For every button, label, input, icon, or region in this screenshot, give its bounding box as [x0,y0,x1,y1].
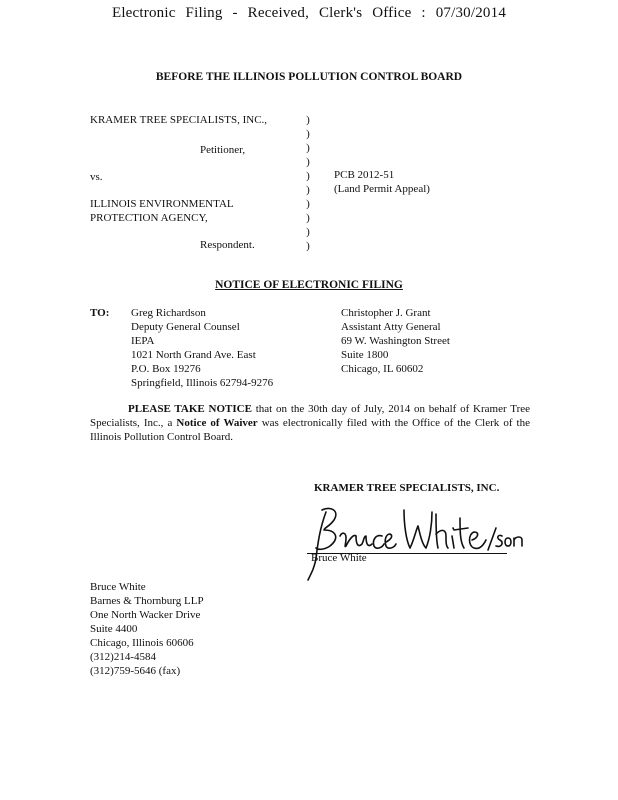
caption-paren: ) [306,128,310,140]
recipient1-name: Greg Richardson [131,307,206,319]
notice-paragraph [90,402,530,444]
recipient2-title: Assistant Atty General [341,321,441,333]
attorney-name: Bruce White [90,581,146,593]
notice-lead: PLEASE TAKE NOTICE [128,403,252,415]
respondent-role: Respondent. [200,239,255,251]
case-type: (Land Permit Appeal) [334,183,430,195]
recipient2-suite: Suite 1800 [341,349,389,361]
recipient1-title: Deputy General Counsel [131,321,240,333]
respondent-name-line2: PROTECTION AGENCY, [90,212,208,224]
attorney-phone: (312)214-4584 [90,651,156,663]
recipient1-city: Springfield, Illinois 62794-9276 [131,377,274,389]
notice-text-part1: that on the 30th day of July, 2014 on behalf of Kramer Tree Specialists, Inc., a [90,403,530,429]
filing-stamp-header: Electronic Filing - Received, Clerk's Office : 07/30/2014 [111,5,507,21]
signer-name: Bruce White [311,552,367,564]
caption-paren: ) [306,156,310,168]
attorney-firm: Barnes & Thornburg LLP [90,595,204,607]
board-title: BEFORE THE ILLINOIS POLLUTION CONTROL BOARD [155,71,463,83]
notice-document-name: Notice of Waiver [176,417,258,429]
caption-paren: ) [306,184,310,196]
caption-paren: ) [306,212,310,224]
recipient2-city: Chicago, IL 60602 [341,363,424,375]
notice-text-part2: was electronically filed with the Office of the Clerk of the Illinois Pollution Control Board. [90,417,530,443]
attorney-city: Chicago, Illinois 60606 [90,637,194,649]
petitioner-name: KRAMER TREE SPECIALISTS, INC., [90,114,268,126]
caption-paren: ) [306,114,310,126]
attorney-suite: Suite 4400 [90,623,138,635]
caption-paren: ) [306,198,310,210]
signature-firm-name: KRAMER TREE SPECIALISTS, INC. [314,482,500,494]
caption-paren: ) [306,240,310,252]
recipient1-street: 1021 North Grand Ave. East [131,349,256,361]
recipient1-box: P.O. Box 19276 [131,363,201,375]
recipient1-org: IEPA [131,335,155,347]
attorney-street: One North Wacker Drive [90,609,201,621]
caption-paren: ) [306,226,310,238]
caption-paren: ) [306,170,310,182]
handwritten-signature-icon [296,500,526,585]
caption-paren: ) [306,142,310,154]
to-label: TO: [90,307,110,319]
versus-label: vs. [90,171,103,183]
notice-title: NOTICE OF ELECTRONIC FILING [215,279,403,291]
recipient2-street: 69 W. Washington Street [341,335,450,347]
recipient2-name: Christopher J. Grant [341,307,431,319]
attorney-fax: (312)759-5646 (fax) [90,665,181,677]
respondent-name-line1: ILLINOIS ENVIRONMENTAL [90,198,234,210]
case-number: PCB 2012-51 [334,169,395,181]
petitioner-role: Petitioner, [200,144,246,156]
